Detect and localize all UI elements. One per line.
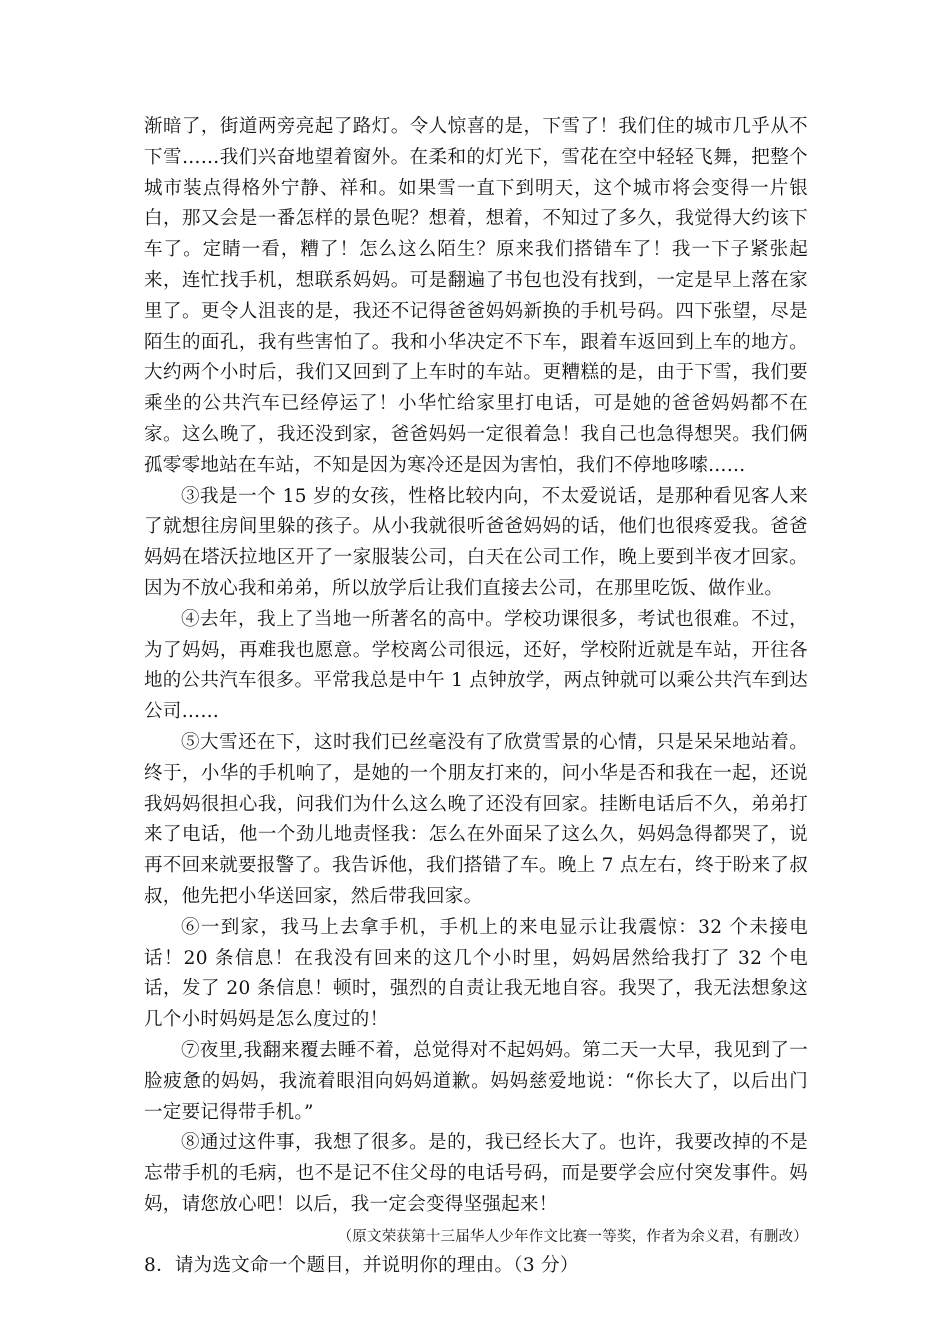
article-paragraph-4: ④去年，我上了当地一所著名的高中。学校功课很多，考试也很难。不过，为了妈妈，再难我也愿意。学校离公司很远，还好，学校附近就是车站，开往各地的公共汽车很多。平常我总是中午 1 点钟放学，两点钟就可以乘公共汽车到达公司…… bbox=[144, 608, 808, 723]
source-note: （原文荣获第十三届华人少年作文比赛一等奖，作者为余义君，有删改） bbox=[337, 1228, 808, 1245]
article-paragraph-7: ⑦夜里,我翻来覆去睡不着，总觉得对不起妈妈。第二天一大早，我见到了一脸疲惫的妈妈，我流着眼泪向妈妈道歉。妈妈慈爱地说：“你长大了，以后出门一定要记得带手机。” bbox=[144, 1039, 808, 1123]
document-page bbox=[144, 112, 808, 1281]
article-paragraph-3: ③我是一个 15 岁的女孩，性格比较内向，不太爱说话，是那种看见客人来了就想往房间里躲的孩子。从小我就很听爸爸妈妈的话，他们也很疼爱我。爸爸妈妈在塔沃拉地区开了一家服装公司，白天在公司工作，晚上要到半夜才回家。因为不放心我和弟弟，所以放学后让我们直接去公司，在那里吃饭、做作业。 bbox=[144, 485, 808, 599]
article-paragraph-2-continued: 渐暗了，街道两旁亮起了路灯。令人惊喜的是，下雪了！我们住的城市几乎从不下雪……我们兴奋地望着窗外。在柔和的灯光下，雪花在空中轻轻飞舞，把整个城市装点得格外宁静、祥和。如果雪一直下到明天，这个城市将会变得一片银白，那又会是一番怎样的景色呢？想着，想着，不知过了多久，我觉得大约该下车了。定睛一看，糟了！怎么这么陌生？原来我们搭错车了！我一下子紧张起来，连忙找手机，想联系妈妈。可是翻遍了书包也没有找到，一定是早上落在家里了。更令人沮丧的是，我还不记得爸爸妈妈新换的手机号码。四下张望，尽是陌生的面孔，我有些害怕了。我和小华决定不下车，跟着车返回到上车的地方。大约两个小时后，我们又回到了上车时的车站。更糟糕的是，由于下雪，我们要乘坐的公共汽车已经停运了！小华忙给家里打电话，可是她的爸爸妈妈都不在家。这么晚了，我还没到家，爸爸妈妈一定很着急！我自己也急得想哭。我们俩孤零零地站在车站，不知是因为寒冷还是因为害怕，我们不停地哆嗦…… bbox=[144, 116, 808, 476]
article-paragraph-8: ⑧通过这件事，我想了很多。是的，我已经长大了。也许，我要改掉的不是忘带手机的毛病，也不是记不住父母的电话号码，而是要学会应付突发事件。妈妈，请您放心吧！以后，我一定会变得坚强起来！ bbox=[144, 1132, 808, 1215]
article-paragraph-6: ⑥一到家，我马上去拿手机，手机上的来电显示让我震惊：32 个未接电话！20 条信息！在我没有回来的这几个小时里，妈妈居然给我打了 32 个电话，发了 20 条信息！顿时，强烈的自责让我无地自容。我哭了，我无法想象这几个小时妈妈是怎么度过的！ bbox=[144, 916, 808, 1031]
question-8: 8．请为选文命一个题目，并说明你的理由。（3 分） bbox=[144, 1254, 579, 1276]
article-paragraph-5: ⑤大雪还在下，这时我们已丝毫没有了欣赏雪景的心情，只是呆呆地站着。终于，小华的手机响了，是她的一个朋友打来的，问小华是否和我在一起，还说我妈妈很担心我，问我们为什么这么晚了还没有回家。挂断电话后不久，弟弟打来了电话，他一个劲儿地责怪我：怎么在外面呆了这么久，妈妈急得都哭了，说再不回来就要报警了。我告诉他，我们搭错了车。晚上 7 点左右，终于盼来了叔叔，他先把小华送回家，然后带我回家。 bbox=[144, 731, 808, 907]
